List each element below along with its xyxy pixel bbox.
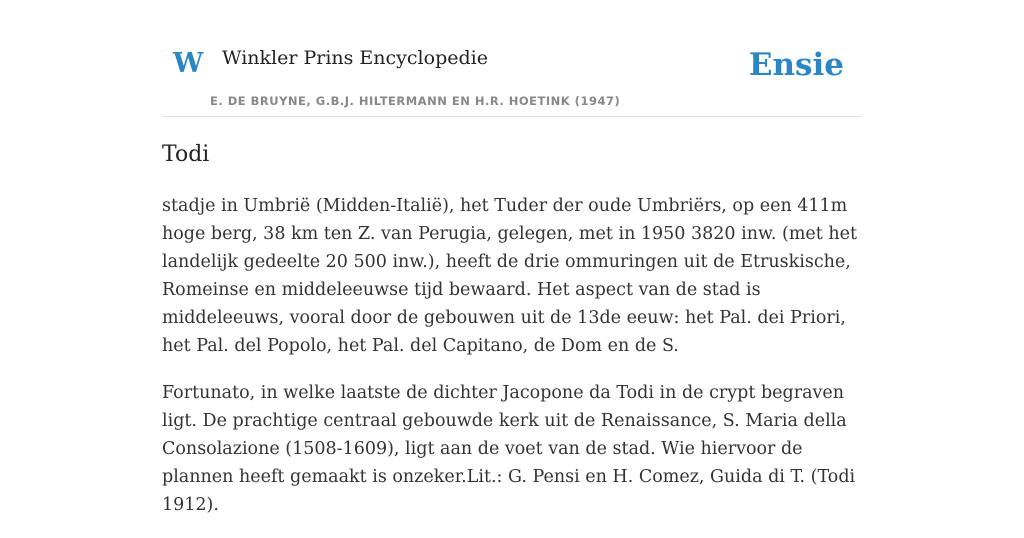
authors-line: E. DE BRUYNE, G.B.J. HILTERMANN EN H.R. HOETINK (1947) [210, 94, 621, 108]
header [162, 0, 862, 117]
article-body [162, 192, 862, 538]
article-title: Todi [162, 142, 210, 167]
ensie-brand-link[interactable]: Ensie [748, 47, 844, 83]
encyclopedia-logo[interactable]: W [173, 48, 204, 79]
site-title[interactable]: Winkler Prins Encyclopedie [222, 47, 488, 69]
article-paragraph: Fortunato, in welke laatste de dichter Jacopone da Todi in de crypt begraven ligt. De prachtige centraal gebouwde kerk uit de Renaissance, S. Maria della Consolazione (1508-1609), ligt aan de voet van de stad. Wie hiervoor de plannen heeft gemaakt is onzeker.Lit.: G. Pensi en H. Comez, Guida di T. (Todi 1912). [162, 383, 856, 515]
article-paragraph: stadje in Umbrië (Midden-Italië), het Tuder der oude Umbriërs, op een 411m hoge berg, 38 km ten Z. van Perugia, gelegen, met in 1950 3820 inw. (met het landelijk gedeelte 20 500 inw.), heeft de drie ommuringen uit de Etruskische, Romeinse en middeleeuwse tijd bewaard. Het aspect van de stad is middeleeuws, vooral door de gebouwen uit de 13de eeuw: het Pal. dei Priori, het Pal. del Popolo, het Pal. del Capitano, de Dom en de S. [162, 196, 858, 356]
